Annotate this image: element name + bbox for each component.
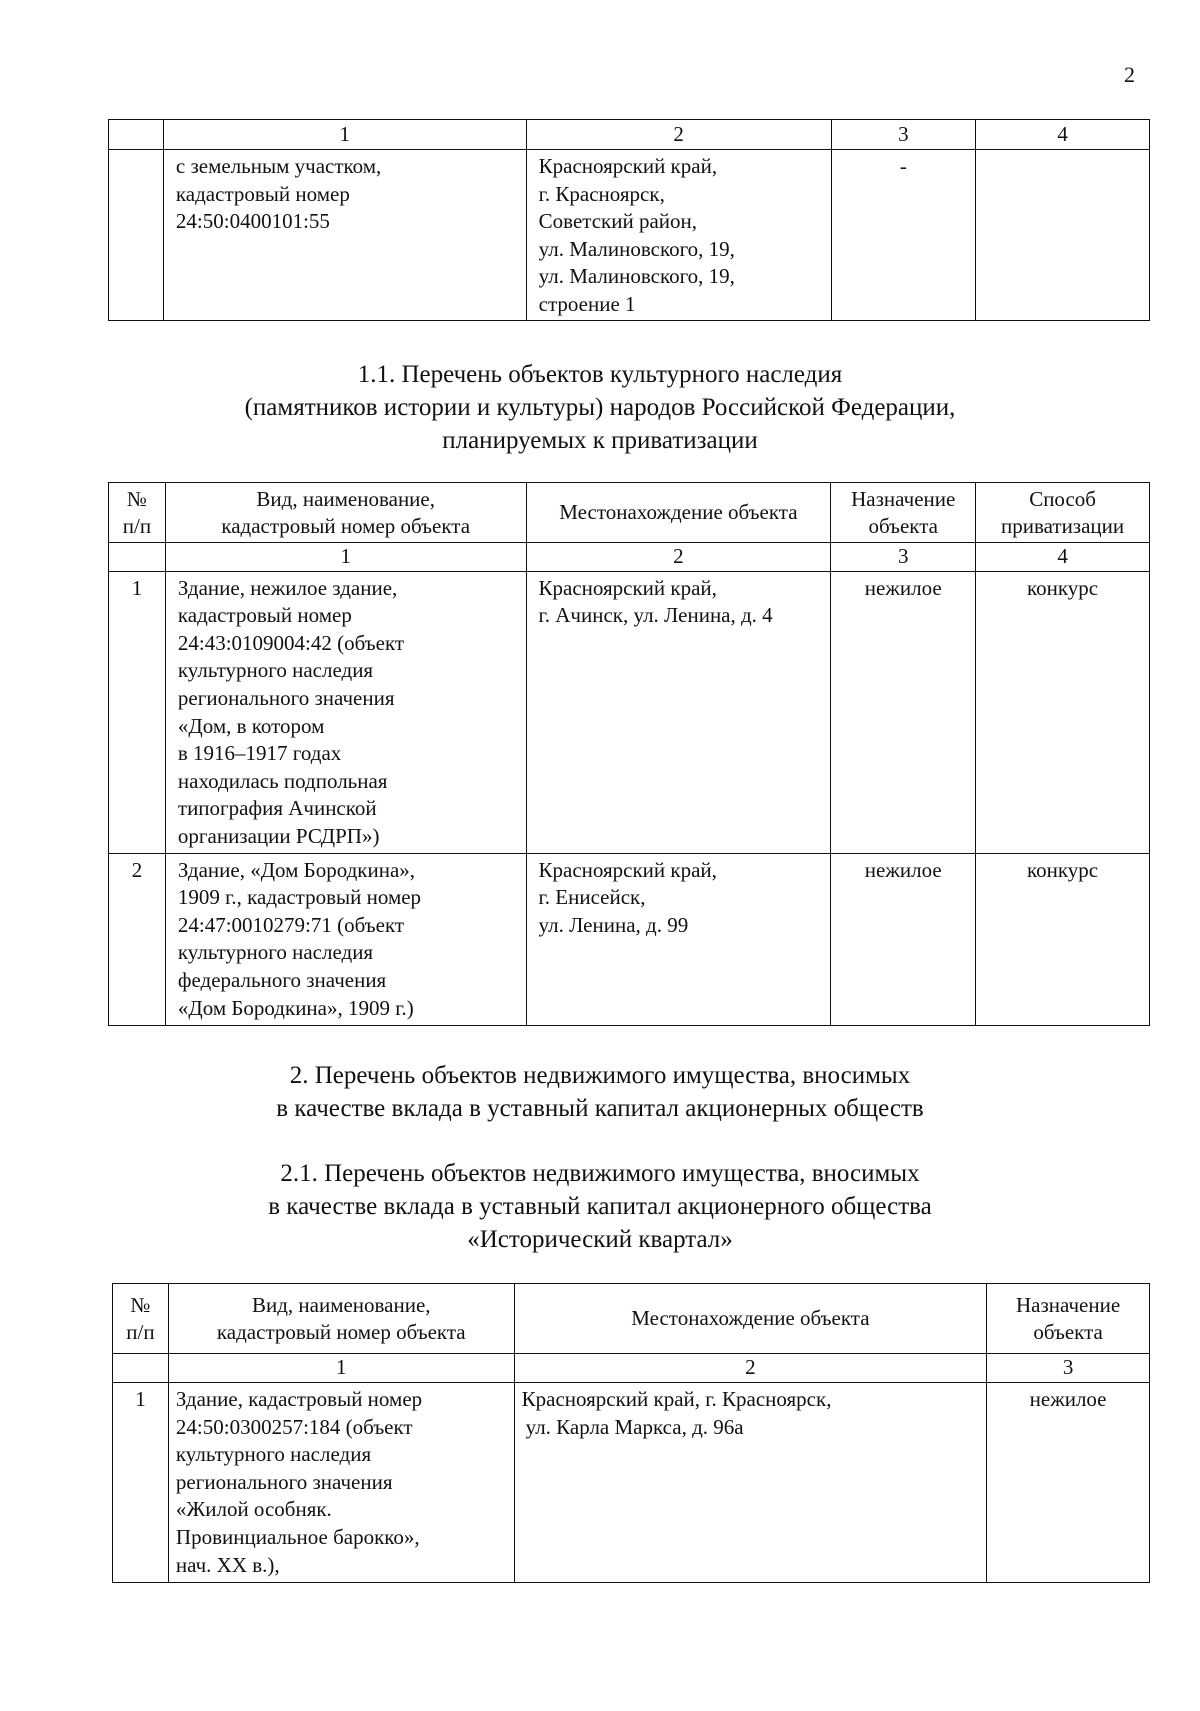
object-name-cell [163, 150, 526, 321]
header-line: кадастровый номер объекта [216, 1319, 466, 1344]
header-line: Вид, наименование, [256, 486, 435, 511]
cell-line: «Дом, в котором [177, 713, 325, 738]
column-number-row [113, 1354, 1150, 1383]
colnum: 1 [163, 120, 526, 150]
header-line: объекта [1033, 1319, 1103, 1344]
section-1-1-heading [0, 358, 1200, 457]
cell-line: с земельным участком, [175, 154, 382, 178]
cell-line: г. Енисейск, [538, 885, 646, 910]
header-line: № [130, 1292, 151, 1317]
cell-line: культурного наследия [177, 940, 374, 965]
header-line: Способ [1029, 486, 1096, 511]
header-name [168, 1284, 514, 1354]
colnum: 2 [526, 120, 831, 150]
colnum: 2 [526, 543, 831, 572]
header-name [165, 483, 526, 543]
cell-line: находилась подпольная [177, 768, 388, 793]
cell-line: «Жилой особняк. [175, 1497, 332, 1522]
colnum: 4 [976, 543, 1150, 572]
page-number: 2 [1124, 62, 1135, 87]
table-row [109, 150, 1150, 321]
cell-line: регионального значения [175, 1469, 393, 1494]
header-location: Местонахождение объекта [514, 1284, 987, 1354]
cell-line: федерального значения [177, 967, 387, 992]
heading-line: «Исторический квартал» [467, 1226, 733, 1253]
cell-line: Здание, кадастровый номер [175, 1387, 423, 1411]
cell-line: Красноярский край, [538, 154, 718, 178]
column-number-row [109, 543, 1150, 572]
column-number-row [109, 120, 1150, 150]
cell-line: 1909 г., кадастровый номер [177, 885, 422, 910]
header-purpose [831, 483, 976, 543]
object-name-cell [165, 853, 526, 1025]
cell-line: нач. XX в.), [175, 1552, 280, 1577]
privatization-method-cell [976, 150, 1150, 321]
cell-line: 24:43:0109004:42 (объект [177, 630, 405, 655]
colnum: 3 [987, 1354, 1150, 1383]
section-2-1-heading [0, 1157, 1200, 1256]
section-2-heading [0, 1059, 1200, 1125]
row-number: 2 [109, 853, 166, 1025]
cell-line: Красноярский край, [538, 857, 717, 882]
object-location-cell [526, 150, 831, 321]
cell-line: кадастровый номер [175, 181, 350, 206]
header-method [976, 483, 1150, 543]
cell-line: г. Красноярск, [538, 181, 665, 206]
cell-line: ул. Малиновского, 19, [538, 236, 735, 261]
cell-line: ул. Ленина, д. 99 [538, 912, 689, 937]
heading-line: (памятников истории и культуры) народов Российской Федерации, [244, 394, 956, 421]
colnum: 1 [165, 543, 526, 572]
header-line: кадастровый номер объекта [221, 513, 471, 538]
object-name-cell [165, 571, 526, 853]
cell-line: г. Ачинск, ул. Ленина, д. 4 [538, 603, 773, 628]
cell-line: Здание, «Дом Бородкина», [177, 857, 416, 882]
heading-line: 1.1. Перечень объектов культурного наследия [357, 361, 843, 388]
object-location-cell [526, 571, 831, 853]
table-row [109, 571, 1150, 853]
cell-line: регионального значения [177, 685, 395, 710]
header-line: п/п [126, 1319, 155, 1344]
header-line: № [126, 486, 147, 511]
row-number: 1 [109, 571, 166, 853]
cell-line: в 1916–1917 годах [177, 741, 342, 766]
heading-line: в качестве вклада в уставный капитал акционерного общества [268, 1193, 932, 1220]
heading-line: в качестве вклада в уставный капитал акционерных обществ [276, 1095, 924, 1122]
cell-line: организации РСДРП») [177, 823, 380, 848]
colnum: 3 [831, 543, 976, 572]
heritage-objects-table [108, 482, 1150, 1026]
object-purpose-cell: - [831, 150, 976, 321]
header-line: Назначение [1015, 1292, 1121, 1317]
object-purpose-cell: нежилое [831, 853, 976, 1025]
object-name-cell [168, 1383, 514, 1583]
table-row [113, 1383, 1150, 1583]
header-line: приватизации [1001, 513, 1125, 538]
cell-line: Красноярский край, [538, 575, 717, 600]
header-row [113, 1284, 1150, 1354]
privatization-method-cell: конкурс [976, 853, 1150, 1025]
row-number: 1 [113, 1383, 169, 1583]
header-location: Местонахождение объекта [526, 483, 831, 543]
cell-line: Советский район, [538, 209, 698, 234]
cell-line: ул. Малиновского, 19, [538, 264, 735, 289]
cell-line: «Дом Бородкина», 1909 г.) [177, 995, 414, 1020]
cell-line: 24:50:0400101:55 [175, 209, 330, 234]
colnum: 4 [976, 120, 1150, 150]
header-row [109, 483, 1150, 543]
heading-line: планируемых к приватизации [442, 427, 758, 454]
cell-line: Красноярский край, г. Красноярск, [521, 1387, 832, 1411]
header-line: объекта [868, 513, 938, 538]
table-row [109, 853, 1150, 1025]
cell-line: культурного наследия [177, 658, 374, 683]
contribution-objects-table [112, 1283, 1150, 1583]
object-location-cell [514, 1383, 987, 1583]
heading-line: 2. Перечень объектов недвижимого имущества, вносимых [289, 1062, 911, 1089]
header-purpose [987, 1284, 1150, 1354]
privatization-method-cell: конкурс [976, 571, 1150, 853]
object-location-cell [526, 853, 831, 1025]
cell-line: культурного наследия [175, 1442, 372, 1467]
cell-line: ул. Карла Маркса, д. 96а [525, 1414, 744, 1439]
header-line: Назначение [851, 486, 956, 511]
colnum: 2 [514, 1354, 987, 1383]
cell-line: кадастровый номер [177, 603, 352, 628]
header-num [113, 1284, 169, 1354]
cell-line: Провинциальное барокко», [175, 1524, 420, 1549]
colnum: 3 [831, 120, 976, 150]
header-line: п/п [122, 513, 152, 538]
cell-line: 24:50:0300257:184 (объект [175, 1414, 413, 1439]
cell-line: Здание, нежилое здание, [177, 575, 398, 600]
cell-line: типография Ачинской [177, 796, 377, 821]
continuation-table [108, 119, 1150, 321]
object-purpose-cell: нежилое [831, 571, 976, 853]
cell-line: 24:47:0010279:71 (объект [177, 912, 405, 937]
header-line: Вид, наименование, [251, 1292, 431, 1317]
header-num [109, 483, 166, 543]
colnum: 1 [168, 1354, 514, 1383]
heading-line: 2.1. Перечень объектов недвижимого имущества, вносимых [280, 1160, 920, 1187]
object-purpose-cell: нежилое [987, 1383, 1150, 1583]
cell-line: строение 1 [538, 291, 636, 316]
